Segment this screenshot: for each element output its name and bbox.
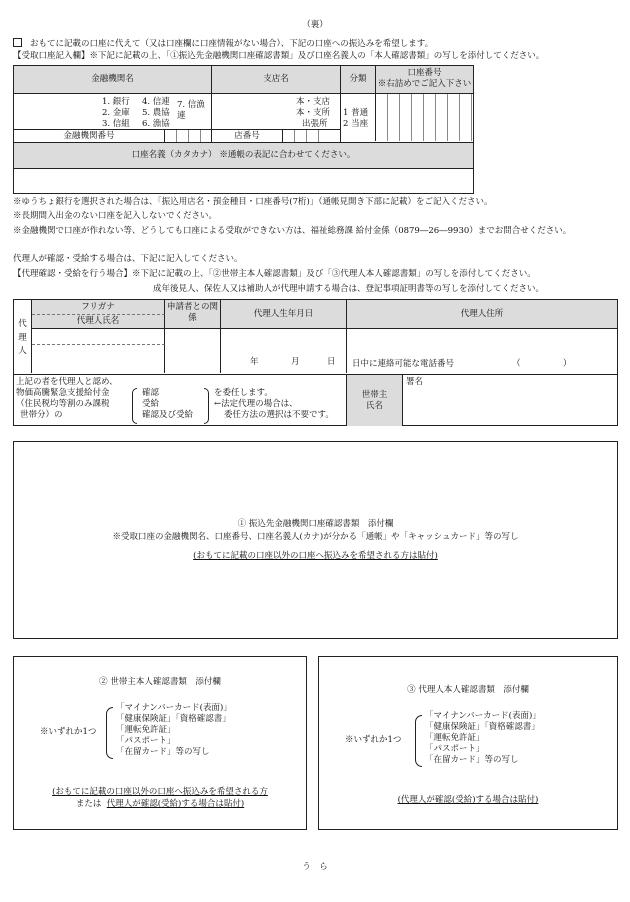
bank-type-6: 6. 漁協 [142, 119, 170, 129]
furigana-input[interactable] [32, 329, 165, 345]
account-request-line [13, 38, 623, 50]
note-inactive: ※長期間入出金のない口座を記入しないでください。 [13, 211, 218, 221]
option-both[interactable]: 確認及び受給 [142, 410, 194, 420]
attach3-item-3: 「運転免許証」 [425, 733, 485, 743]
account-type-1: 1 普通 [343, 108, 369, 118]
attach2-item-3: 「運転免許証」 [116, 725, 176, 735]
attachment-2-area[interactable] [13, 656, 307, 830]
relation-header [165, 300, 221, 329]
attach3-title: ③ 代理人本人確認書類 添付欄 [407, 685, 529, 695]
account-number-label: 口座番号 [407, 68, 442, 78]
attach2-item-1: 「マイナンバーカード(表面)」 [116, 703, 232, 713]
attach2-cond-agent: 代理人が確認(受給)する場合は貼付) [106, 799, 245, 809]
option-confirm[interactable]: 確認 [142, 388, 160, 398]
relation-input[interactable] [165, 329, 221, 373]
col-bank-name: 金融機関名 [14, 66, 212, 94]
attach1-desc: ※受取口座の金融機関名、口座番号、口座名義人(カナ)が分かる「通帳」や「キャッシュカード」等の写し [112, 532, 519, 542]
delegate-line-3: （住民税均等割のみ課税 [16, 399, 110, 409]
signature-input[interactable] [403, 374, 617, 426]
attachment-3-area[interactable] [318, 656, 618, 830]
head-name-header [347, 374, 403, 426]
bank-code-label: 金融機関番号 [14, 130, 165, 142]
attach2-brace [106, 707, 113, 759]
agent-side-label [14, 300, 32, 373]
bank-type-5: 5. 農協 [142, 108, 170, 118]
agent-intro-line3: 成年後見人、保佐人又は補助人が代理申請する場合は、登記事項証明書等の写しを添付してください。 [153, 284, 545, 294]
bank-code-row [14, 129, 212, 142]
bank-type-4: 4. 信連 [142, 97, 170, 107]
agent-title: 【代理確認・受給を行う場合】 [13, 269, 133, 279]
side-char-3: 人 [18, 346, 27, 357]
attach3-condition: (代理人が確認(受給)する場合は貼付) [397, 795, 539, 805]
attach2-item-4: 「パスポート」 [116, 736, 176, 746]
birth-day: 日 [327, 357, 336, 367]
attach2-item-5: 「在留カード」等の写し [116, 747, 210, 757]
agent-intro-line2 [13, 269, 536, 280]
delegate-line-2: 物価高騰緊急支援給付金 [16, 388, 110, 398]
bank-code-input[interactable] [165, 130, 211, 142]
request-text: おもてに記載の口座に代えて（又は口座欄に口座情報がない場合）、下記の口座への振込みを希望します。 [30, 39, 434, 49]
delegate-line-4: 世帯分）の [20, 410, 63, 420]
birth-year: 年 [250, 357, 259, 367]
account-holder-header [14, 142, 473, 169]
attach3-item-4: 「パスポート」 [425, 744, 485, 754]
relation-label: 申請者との関係 [166, 302, 218, 323]
head-label-2: 氏名 [365, 400, 383, 411]
col-branch-name: 支店名 [212, 66, 341, 94]
note-yucho: ※ゆうちょ銀行を選択された場合は、「振込用店名・預金種目・口座番号(7桁)」（通帳見開き下部に記載）をご記入ください。 [13, 197, 493, 207]
attach3-item-1: 「マイナンバーカード(表面)」 [425, 711, 541, 721]
agent-name-input[interactable] [32, 345, 165, 373]
receive-note: ※下記に記載の上、「①振込先金融機関口座確認書類」及び口座名義人の「本人確認書類」の写しを添付してください。 [89, 51, 545, 61]
holder-label: 口座名義（カタカナ） [131, 150, 217, 160]
birth-month: 月 [291, 357, 300, 367]
address-input[interactable] [347, 329, 617, 373]
option-receive[interactable]: 受給 [142, 399, 160, 409]
page-back-label: （裏） [302, 20, 328, 30]
delegate-right-3: 委任方法の選択は不要です。 [224, 410, 334, 420]
request-checkbox[interactable] [13, 38, 22, 47]
receive-title: 【受取口座記入欄】 [13, 51, 90, 61]
bank-type-7: 7. 信漁連 [177, 100, 205, 121]
branch-code-input[interactable] [283, 130, 323, 142]
account-type-2: 2 当座 [343, 119, 369, 129]
delegation-cell [14, 374, 347, 426]
delegate-right-1: を委任します。 [214, 388, 273, 398]
attach2-item-2: 「健康保険証」「資格確認書」 [116, 714, 231, 724]
attach2-cond-2 [14, 799, 306, 810]
attach1-title: ① 振込先金融機関口座確認書類 添付欄 [237, 519, 394, 529]
bank-type-1: 1. 銀行 [102, 97, 130, 107]
side-char-2: 理 [18, 332, 27, 343]
agent-name-header: 代理人氏名 [32, 315, 165, 329]
branch-type-3: 出張所 [302, 119, 328, 129]
attachment-1-area[interactable] [13, 441, 618, 639]
right-brace [204, 388, 209, 424]
branch-type-2: 本・支所 [296, 108, 331, 118]
bank-name-cell[interactable] [14, 94, 212, 129]
branch-code-label: 店番号 [212, 130, 283, 142]
holder-note: ※通帳の表記に合わせてください。 [219, 150, 356, 160]
furigana-header: フリガナ [32, 300, 165, 315]
signature-label: 署名 [406, 377, 424, 387]
phone-input[interactable]: （ ） [512, 359, 572, 369]
address-header: 代理人住所 [347, 300, 617, 329]
attach2-cond-or: または [75, 799, 102, 809]
delegate-right-2: ←法定代理の場合は、 [214, 399, 298, 409]
branch-code-row [212, 129, 341, 142]
head-label-1: 世帯主 [361, 390, 388, 400]
attach2-cond-1: (おもてに記載の口座以外の口座へ振込みを希望される方 [52, 787, 268, 797]
page-footer: う ら [302, 862, 328, 872]
account-holder-input[interactable] [14, 168, 473, 193]
col-type: 分類 [341, 66, 376, 94]
attach2-any: ※いずれか1つ [40, 727, 97, 737]
note-contact: ※金融機関で口座が作れない等、どうしても口座による受取ができない方は、福祉総務課 給付金係（0879―26―9930）までお問合せください。 [13, 226, 572, 236]
left-brace [132, 388, 137, 424]
bank-account-table [13, 65, 474, 194]
delegate-line-1: 上記の者を代理人と認め、 [16, 377, 118, 387]
col-account-number [376, 66, 473, 94]
agent-note: ※下記に記載の上、「②世帯主本人確認書類」及び「③代理人本人確認書類」の写しを添付してください。 [132, 269, 536, 279]
branch-type-1: 本・支店 [296, 97, 331, 107]
attach2-title: ② 世帯主本人確認書類 添付欄 [99, 677, 221, 687]
account-type-cell[interactable] [341, 94, 376, 141]
account-number-note: ※右詰めでご記入下さい [377, 78, 472, 89]
attach3-item-2: 「健康保険証」「資格確認書」 [425, 722, 540, 732]
account-number-input[interactable] [376, 94, 473, 141]
branch-name-cell[interactable] [212, 94, 341, 129]
attach3-any: ※いずれか1つ [345, 735, 402, 745]
agent-table [13, 299, 618, 426]
attach3-brace [415, 715, 422, 767]
receive-account-heading [13, 51, 628, 62]
birth-header: 代理人生年月日 [221, 300, 347, 329]
attach3-item-5: 「在留カード」等の写し [425, 755, 519, 765]
phone-label: 日中に連絡可能な電話番号 [352, 359, 455, 369]
bank-type-3: 3. 信組 [102, 119, 130, 129]
agent-intro-line1: 代理人が確認・受給する場合は、下記に記入してください。 [13, 254, 243, 264]
bank-type-2: 2. 金庫 [102, 108, 130, 118]
side-char-1: 代 [18, 319, 27, 329]
attach1-condition: (おもてに記載の口座以外の口座へ振込みを希望される方は貼付) [193, 551, 438, 561]
birth-input[interactable] [221, 329, 347, 373]
